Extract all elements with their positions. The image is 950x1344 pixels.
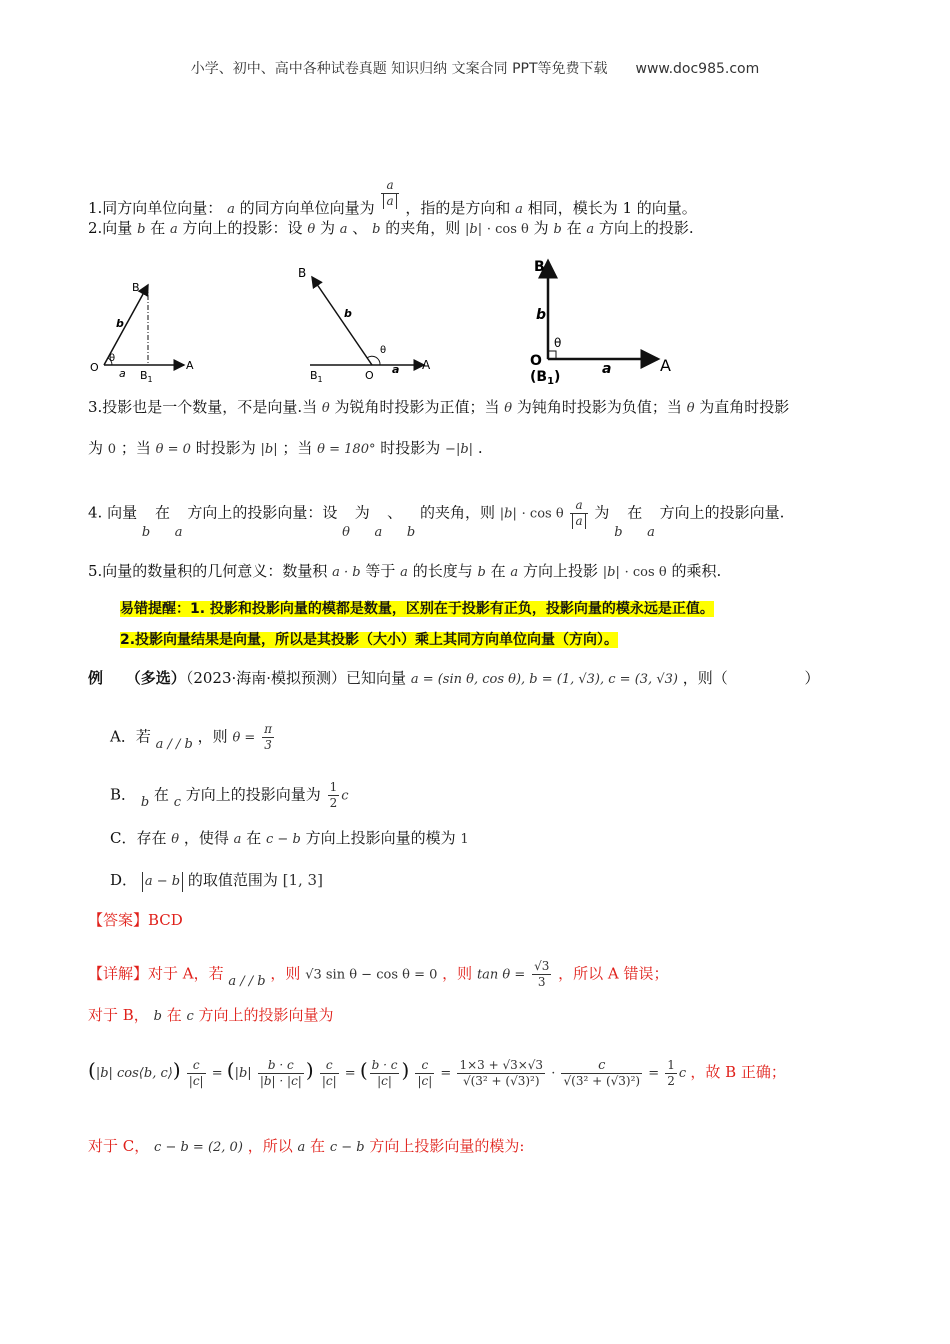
figure-right-angle [530,259,671,385]
math-eq: = [211,1066,223,1081]
math-a: a [297,1140,306,1155]
math-mod-b: |b| [234,1066,252,1081]
option-text: ，则 [197,727,228,746]
c-over-modc-fraction [415,1058,434,1089]
label-A: A [660,356,671,375]
label-b: b [116,317,124,330]
label-B1: $(B_1)$ [530,369,561,385]
math-a-dot-b: a · b [332,565,361,580]
unit-vector-fraction [381,178,398,209]
label-O: O [90,361,99,374]
banner-text: 小学、初中、高中各种试卷真题 知识归纳 文案合同 PPT等免费下载 [190,61,608,77]
example-type: （多选） [125,669,186,687]
detail-text: 对于 C， [88,1137,150,1155]
math-theta: θ [307,222,316,237]
c-over-modc-fraction [320,1058,339,1089]
math-mod-a-minus-b: a − b [142,872,183,892]
item-4-text: 为 [354,503,370,522]
warning-text: 2.投影向量结果是向量，所以是其投影（大小）乘上其同方向单位向量（方向）。 [120,632,619,648]
detail-text: ，所以 [247,1137,293,1155]
math-c: c [341,788,349,804]
fraction-numerator: b · c [371,1058,398,1072]
detail-text: ，则 [442,964,473,983]
fraction-numerator: c [415,1058,434,1074]
unit-c-fraction [561,1058,642,1089]
example-label: 例 [88,669,104,687]
math-c-minus-b: c − b [329,1140,365,1155]
math-a: a [170,222,178,237]
option-text: ，使得 [183,829,229,847]
fraction-numerator: 1 [329,780,338,794]
math-a: a [227,202,235,217]
option-text: 在 [153,785,169,804]
fraction-denominator: 3 [264,738,272,752]
item-5 [88,561,721,583]
math-mod-b: |b| [260,442,278,457]
option-A[interactable] [110,722,276,753]
label-theta: θ [380,345,387,356]
math-equation: √3 sin θ − cos θ = 0 [305,967,438,983]
math-parallel: a / / b [155,736,193,752]
math-mod-b: |b| [465,222,483,237]
example-text: ） [804,669,820,687]
math-theta: θ [171,832,180,847]
math-a: a [374,524,383,540]
math-a: a [400,565,408,580]
item-5-text: 等于 [365,562,396,580]
one-half-fraction [328,780,340,811]
detail-text: 在 [310,1137,326,1155]
math-mod-b: |b| [499,506,517,522]
math-eq: = [440,1066,452,1081]
math-range: [1, 3] [282,871,323,889]
detail-text: ，故 B 正确； [690,1063,786,1081]
item-4-text: 4. 向量 [88,503,138,522]
item-3-text: 为锐角时投影为正值；当 [334,398,500,416]
unit-vector-fraction [570,498,587,529]
label-B: B [132,281,140,294]
math-proj-left: |b| cos⟨b, c⟩ [95,1066,173,1081]
math-a: a [510,565,519,580]
item-3-text: 3.投影也是一个数量，不是向量.当 [88,398,318,416]
detail-line-4 [88,1136,524,1158]
math-a: a [339,222,348,237]
option-label: A．若 [110,727,151,746]
item-4-text: 、 [387,503,403,522]
math-zero: 0 [107,442,117,457]
item-3-text: 时投影为 [380,439,441,457]
fraction-denominator: a [383,194,396,209]
detail-text: ，所以 A 错误； [558,964,669,983]
math-c-minus-b-value: c − b = (2, 0) [154,1140,243,1155]
item-2-text: 为 [533,219,549,237]
label-b: b [344,307,352,320]
bc-over-bbc-fraction [258,1058,304,1089]
label-A: A [186,359,194,372]
fraction-denominator: |c| [188,1074,204,1088]
option-C[interactable] [110,828,469,850]
fraction-numerator: 1×3 + √3×√3 [459,1058,544,1072]
option-D[interactable] [110,870,323,892]
fraction-numerator: b · c [258,1058,304,1074]
projection-figures [84,255,704,385]
math-a: a [174,524,183,540]
item-4-text: 的夹角，则 [419,503,495,522]
math-vector-definition: a = (sin θ, cos θ), b = (1, √3), c = (3, √3) [410,672,678,687]
math-eq: = [344,1066,356,1081]
math-b: b [614,524,623,540]
item-3-text: 为钝角时投影为负值；当 [516,398,682,416]
item-5-text: 的长度与 [412,562,473,580]
math-c: c [186,1009,194,1024]
option-label: B． [110,785,137,804]
math-theta: θ [321,401,330,416]
item-3-line-1 [88,397,789,419]
math-b: b [141,524,151,540]
math-one: 1 [460,832,469,847]
fraction-numerator: 1 [667,1058,675,1072]
item-4-text: 在 [627,503,643,522]
label-B1: $B_1$ [140,369,153,384]
item-5-text: 方向上投影 [522,562,598,580]
label-O: O [530,353,542,369]
option-text: 方向上的投影向量为 [185,785,321,804]
math-c: c [678,1066,687,1081]
option-text: 在 [246,829,262,847]
c-over-modc-fraction [187,1058,206,1089]
item-3-text: ；当 [282,439,313,457]
label-a: a [602,361,612,377]
fraction-numerator: c [561,1058,642,1074]
warning-line-2 [120,629,618,650]
figure-acute-angle [90,281,194,384]
fraction-denominator: |c| [377,1074,392,1088]
item-3-text: 为 [88,439,104,457]
math-a: a [647,524,655,540]
fraction-denominator: √(3² + (√3)²) [563,1074,641,1088]
math-theta: θ [504,401,513,416]
detail-line-2 [88,1005,334,1027]
math-c-minus-b: c − b [266,832,301,847]
one-half-fraction [665,1058,677,1089]
math-b: b [477,565,486,580]
item-1-text: 1.同方向单位向量： [88,199,223,217]
math-cos-theta: · cos θ [486,222,529,237]
math-b: b [153,1009,162,1024]
math-b: b [137,222,146,237]
item-4 [88,498,785,540]
item-4-text: 方向上的投影向量：设 [187,503,338,522]
item-2-text: 为 [319,219,335,237]
detail-text: 【详解】对于 A，若 [88,964,224,983]
answer-text: 【答案】BCD [88,911,183,929]
detail-line-1 [88,959,669,990]
option-text: 的取值范围为 [187,871,278,889]
item-5-text: 5.向量的数量积的几何意义：数量积 [88,562,328,580]
item-1-text: 相同，模长为 1 的向量。 [527,199,697,217]
fraction-denominator: |c| [321,1074,337,1088]
math-a: a [586,222,595,237]
label-theta: θ [109,353,116,364]
math-theta: θ [686,401,695,416]
math-theta-eq-180: θ = 180° [317,442,376,457]
fraction-numerator: π [264,722,272,736]
detail-text: 对于 B， [88,1006,149,1024]
item-2-text: 在 [150,219,166,237]
item-1-text: ，指的是方向和 [405,199,511,217]
item-4-text: 在 [154,503,170,522]
math-a: a [515,202,523,217]
item-2-text: 2.向量 [88,219,133,237]
detail-text: 方向上的投影向量为 [198,1006,334,1024]
item-1-text: 的同方向单位向量为 [239,199,375,217]
math-b: b [553,222,562,237]
banner-url[interactable]: www.doc985.com [635,61,760,77]
item-3-text: . [477,439,483,457]
item-2-text: 方向上的投影. [598,219,694,237]
item-3-text: 为直角时投影 [699,398,790,416]
math-tan: tan θ = [476,967,526,983]
label-B: B [534,259,545,275]
item-3-text: ；当 [120,439,151,457]
math-c: c [173,794,181,810]
bc-over-modc-fraction [370,1058,400,1089]
example-stem [88,668,820,690]
sqrt3-over-3-fraction [532,959,551,990]
math-theta-eq: θ = [232,730,256,746]
item-2-text: 的夹角，则 [385,219,461,237]
item-2-text: 在 [566,219,582,237]
math-theta: θ [342,524,350,540]
math-a: a [233,832,242,847]
warning-line-1 [120,598,714,619]
answer [88,910,183,930]
label-a: a [119,367,126,380]
figure-obtuse-angle [298,266,431,384]
option-label: D． [110,871,138,889]
math-parallel: a / / b [228,973,266,989]
fraction-denominator: 3 [537,975,546,989]
option-text: 方向上投影向量的模为 [305,829,456,847]
item-3-text: 时投影为 [195,439,256,457]
fraction-denominator: |b| · |c| [259,1074,302,1088]
math-b: b [372,222,381,237]
label-theta: θ [554,336,562,350]
math-b: b [406,524,416,540]
item-1 [88,178,697,220]
detail-text: 方向上投影向量的模为: [369,1137,525,1155]
fraction-numerator: a [381,178,398,194]
pi-over-3-fraction [262,722,274,753]
fraction-denominator: 2 [329,796,338,810]
fraction-denominator: √(3² + (√3)²) [462,1074,540,1088]
page-header-banner [0,58,950,78]
label-A: A [422,358,431,372]
item-5-text: 在 [490,562,506,580]
detail-text: ，则 [270,964,301,983]
item-2-text: 方向上的投影：设 [182,219,303,237]
item-3-line-2 [88,438,483,460]
label-B: B [298,266,307,280]
math-cos-theta: · cos θ [624,565,667,580]
example-text: ，则（ [682,669,728,687]
item-5-text: 的乘积. [671,562,722,580]
fraction-numerator: c [320,1058,339,1074]
label-O: O [365,369,374,382]
math-mod-b: |b| [602,565,620,580]
item-4-text: 为 [594,503,610,522]
warning-text: 易错提醒：1. 投影和投影向量的模都是数量，区别在于投影有正负，投影向量的模永远是正值。 [120,601,714,617]
option-B[interactable] [110,780,349,811]
label-a: a [392,363,400,376]
fraction-numerator: √3 [534,959,550,973]
option-label: C．存在 [110,829,167,847]
fraction-denominator: a [572,514,585,529]
math-neg-mod-b: −|b| [445,442,474,457]
example-source: （2023·海南·模拟预测）已知向量 [185,669,407,687]
item-2 [88,218,694,240]
label-B1: $B_1$ [310,369,323,384]
fraction-denominator: 2 [667,1074,675,1088]
item-4-text: 方向上的投影向量. [659,503,785,522]
fraction-numerator: c [187,1058,206,1074]
math-cos-theta: · cos θ [521,506,564,522]
numeric-fraction [457,1058,545,1089]
item-2-text: 、 [352,219,368,237]
fraction-numerator: a [570,498,587,514]
math-theta-eq-0: θ = 0 [155,442,191,457]
detail-text: 在 [166,1006,182,1024]
math-b: b [140,794,150,810]
math-eq: = [648,1066,660,1081]
fraction-denominator: |c| [417,1074,433,1088]
detail-line-3-formula: (|b| cos⟨b, c⟩) $\frac{c}{|c|}$ = (|b| $\frac{b \cdot c}{|b| \cdot |c|}$ ) $\frac{c}{|c|}$ = ( $\frac{b \cdot c}{|c|}$ ) $\frac{c}{|c|}$ = $\frac{1\times 3 + √3\times√3}{\text{√(3² + (√3)²)}}$ · $\frac{c}{\text{√(3² + (√3)²)}}$ = $\frac{1}{2}$ c ，故 B 正确； [88,1058,786,1088]
label-b: b [536,307,547,323]
